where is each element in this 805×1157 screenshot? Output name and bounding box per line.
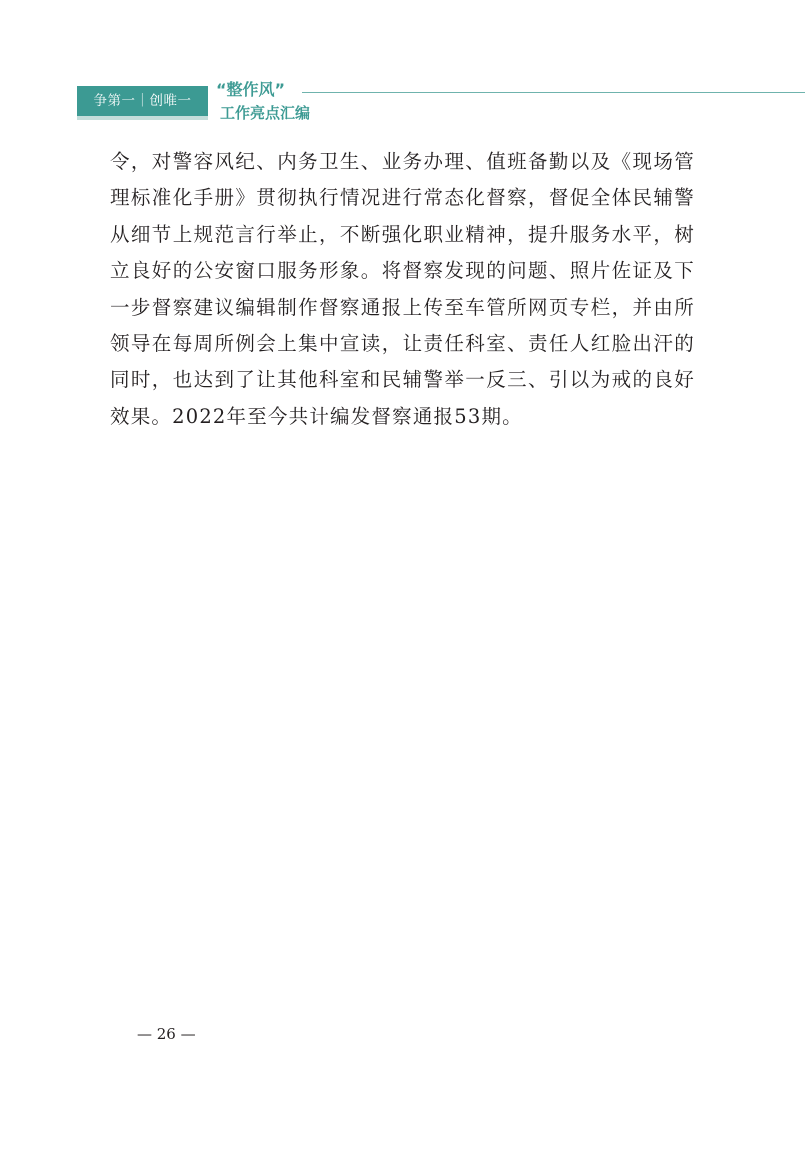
header-subtitle: 工作亮点汇编 xyxy=(220,104,311,122)
body-paragraph: 令，对警容风纪、内务卫生、业务办理、值班备勤以及《现场管理标准化手册》贯彻执行情况进行常态化督察，督促全体民辅警从细节上规范言行举止，不断强化职业精神，提升服务水平，树立良好的公安窗口服务形象。将督察发现的问题、照片佐证及下一步督察建议编辑制作督察通报上传至车管所网页专栏，并由所领导在每周所例会上集中宣读，让责任科室、责任人红脸出汗的同时，也达到了让其他科室和民辅警举一反三、引以为戒的良好效果。2022年至今共计编发督察通报53期。 xyxy=(110,150,695,428)
header-badge: 争第一｜创唯一 xyxy=(77,86,208,120)
header-rule xyxy=(302,92,805,93)
header-title: “整作风” xyxy=(216,80,286,99)
page-number: — 26 — xyxy=(137,1025,196,1043)
